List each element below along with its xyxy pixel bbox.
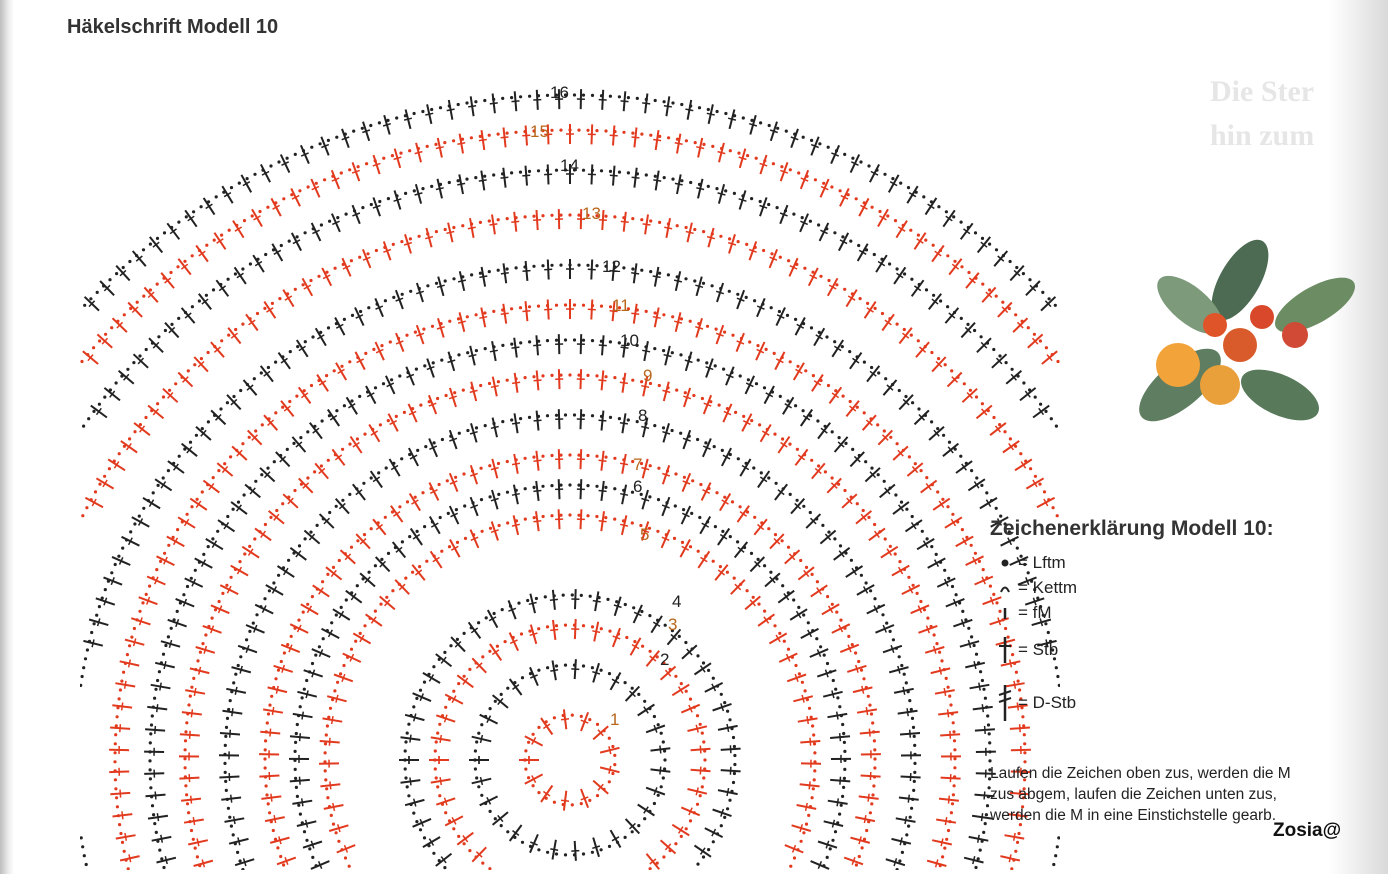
stitch-ring [399,589,741,869]
faded-heading: Die Ster hin zum [1210,75,1315,152]
legend-item-fm: = fM [992,603,1052,623]
stitch-ring [519,709,620,810]
round-number-6: 6 [633,477,643,496]
round-number-16: 16 [550,83,569,102]
bar-icon [992,605,1018,621]
berries-photo [1120,235,1360,465]
round-number-11: 11 [612,296,630,315]
round-number-12: 12 [602,257,621,276]
stitch-ring [319,509,821,868]
round-number-14: 14 [560,156,579,175]
stitch-ring [469,659,670,861]
legend-item-kettm: = Kettm [992,578,1077,598]
dot-icon [992,557,1018,569]
stitch-ring [179,369,961,867]
round-number-10: 10 [620,331,639,350]
arc-icon [992,582,1018,594]
round-numbers [530,83,681,729]
legend-title: Zeichenerklärung Modell 10: [990,517,1274,540]
diagram-title: Häkelschrift Modell 10 [67,16,279,38]
instruction-note: Laufen die Zeichen oben zus, werden die M zus abgem, laufen die Zeichen unten zus, werden die M in eine Einstichstelle gearb. [990,765,1291,824]
stitch-ring [82,164,1058,428]
round-number-1: 1 [610,710,620,729]
signature: Zosia@ [1273,820,1342,841]
round-number-9: 9 [643,366,653,385]
crochet-chart [80,25,1060,870]
round-number-2: 2 [660,650,670,669]
legend-item-lftm: = Lftm [992,553,1066,573]
cross-icon [992,635,1018,665]
round-number-4: 4 [672,592,682,611]
round-number-3: 3 [668,615,678,634]
round-number-7: 7 [633,455,643,474]
stitch-ring [144,334,996,869]
double-cross-icon [992,683,1018,723]
legend-item-stb: = Stb [992,635,1058,665]
stitch-ring [80,259,1060,866]
round-number-15: 15 [530,122,549,141]
stitch-rings [80,89,1060,870]
round-number-5: 5 [640,525,650,544]
page-edge [0,0,14,874]
stitch-ring [289,479,851,869]
round-number-13: 13 [582,204,601,223]
legend-item-dstb: = D-Stb [992,683,1076,723]
round-number-8: 8 [638,406,648,425]
